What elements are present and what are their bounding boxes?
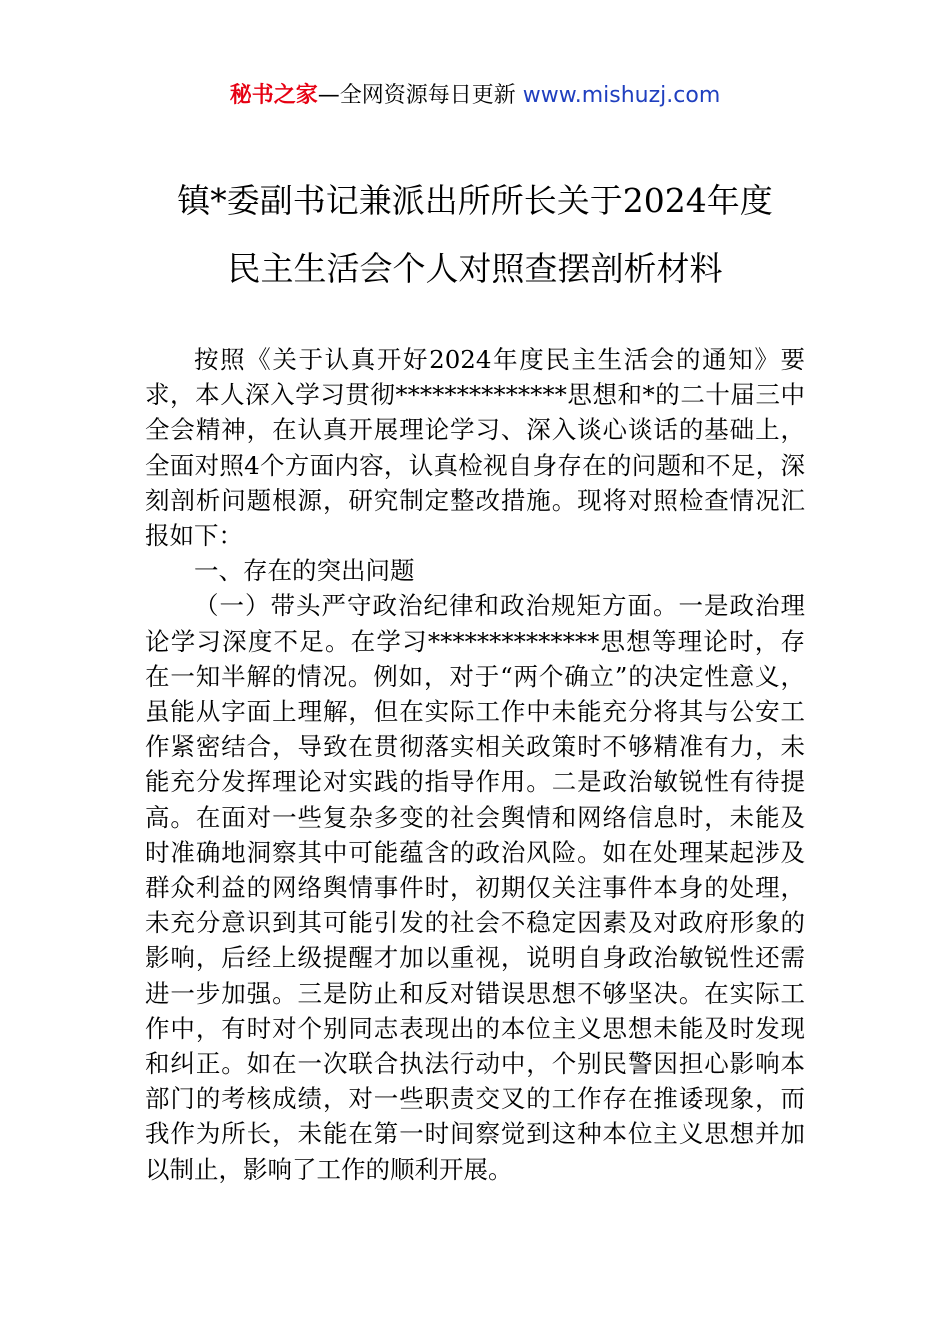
banner-tagline: —全网资源每日更新	[317, 83, 523, 108]
brand-name: 秘书之家	[229, 83, 318, 108]
intro-paragraph: 按照《关于认真开好2024年度民主生活会的通知》要求，本人深入学习贯彻**************思想和*的二十届三中全会精神，在认真开展理论学习、深入谈心谈话的基础上，全面对照4个方面内容，认真检视自身存在的问题和不足，深刻剖析问题根源，研究制定整改措施。现将对照检查情况汇报如下：	[145, 345, 805, 551]
document-title-line-1: 镇*委副书记兼派出所所长关于2024年度	[177, 181, 773, 220]
document-body	[145, 342, 805, 1187]
section-heading: 一、存在的突出问题	[194, 556, 415, 586]
site-url-link[interactable]: www.mishuzj.com	[522, 83, 721, 108]
site-banner	[0, 80, 950, 112]
body-paragraph: （一）带头严守政治纪律和政治规矩方面。一是政治理论学习深度不足。在学习**************思想等理论时，存在一知半解的情况。例如，对于“两个确立”的决定性意义，虽能从字面上理解，但在实际工作中未能充分将其与公安工作紧密结合，导致在贯彻落实相关政策时不够精准有力，未能充分发挥理论对实践的指导作用。二是政治敏锐性有待提高。在面对一些复杂多变的社会舆情和网络信息时，未能及时准确地洞察其中可能蕴含的政治风险。如在处理某起涉及群众利益的网络舆情事件时，初期仅关注事件本身的处理，未充分意识到其可能引发的社会不稳定因素及对政府形象的影响，后经上级提醒才加以重视，说明自身政治敏锐性还需进一步加强。三是防止和反对错误思想不够坚决。在实际工作中，有时对个别同志表现出的本位主义思想未能及时发现和纠正。如在一次联合执法行动中，个别民警因担心影响本部门的考核成绩，对一些职责交叉的工作存在推诿现象，而我作为所长，未能在第一时间察觉到这种本位主义思想并加以制止，影响了工作的顺利开展。	[145, 591, 805, 1184]
document-title-line-2: 民主生活会个人对照查摆剖析材料	[227, 249, 723, 288]
